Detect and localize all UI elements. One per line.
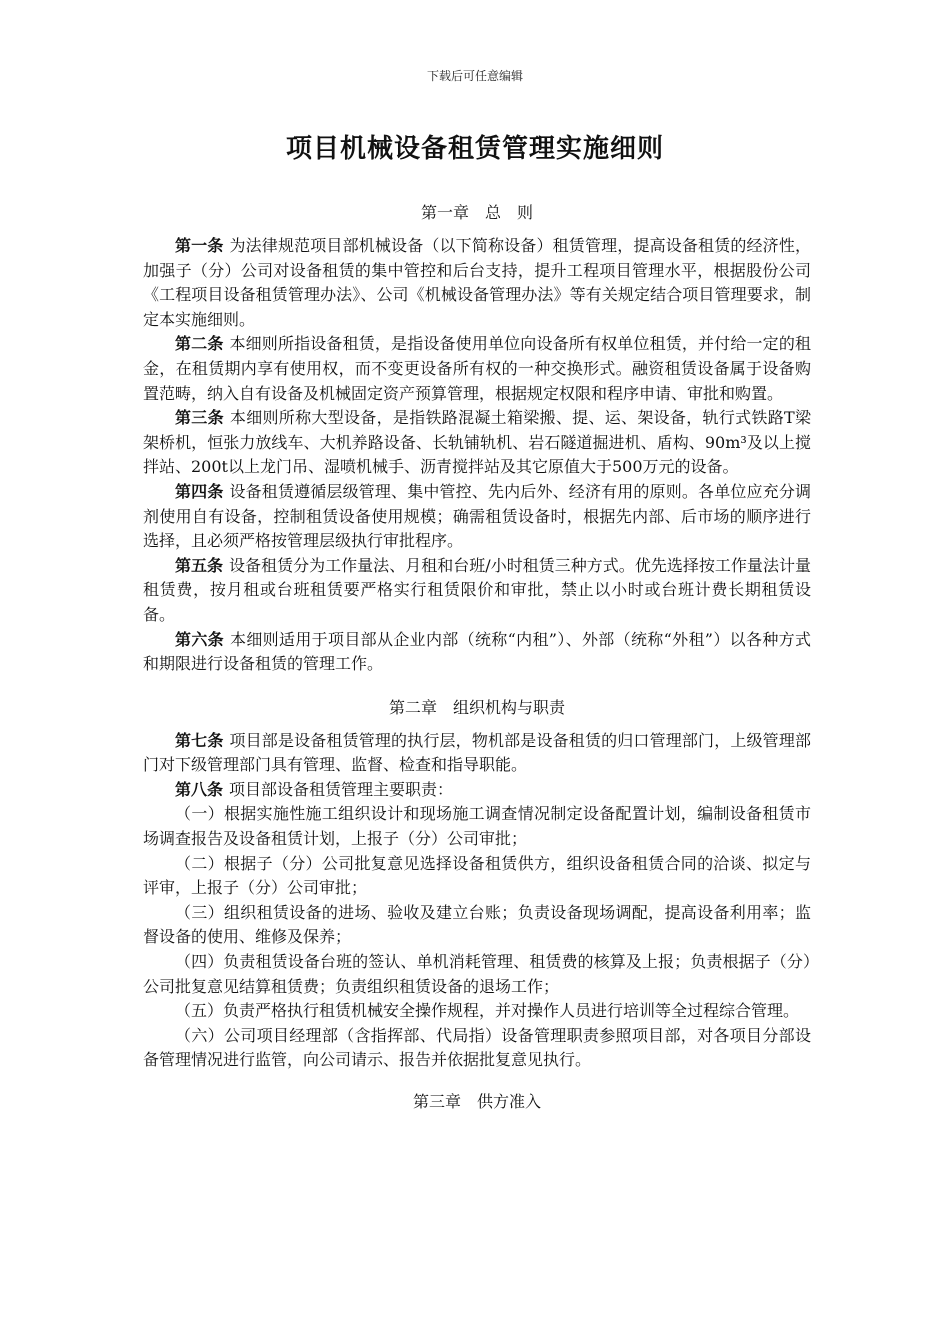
duty-item xyxy=(143,852,811,901)
article-paragraph xyxy=(143,332,811,406)
article-paragraph xyxy=(143,778,811,803)
duty-text: （五）负责严格执行租赁机械安全操作规程，并对操作人员进行培训等全过程综合管理。 xyxy=(175,1001,800,1021)
duty-text: （二）根据子（分）公司批复意见选择设备租赁供方，组织设备租赁合同的洽谈、拟定与评审，上报子（分）公司审批； xyxy=(143,853,811,898)
header-note: 下载后可任意编辑 xyxy=(426,69,523,83)
duty-text: （四）负责租赁设备台班的签认、单机消耗管理、租赁费的核算及上报；负责根据子（分）公司批复意见结算租赁费；负责组织租赁设备的退场工作； xyxy=(143,952,811,996)
article-paragraph xyxy=(143,554,811,628)
article-label: 第二条 xyxy=(175,334,224,354)
chapter-heading: 第一章 总 则 xyxy=(420,203,533,222)
duty-item xyxy=(143,999,811,1024)
chapter-heading: 第二章 组织机构与职责 xyxy=(388,697,565,717)
article-paragraph xyxy=(143,480,811,554)
duty-text: （三）组织租赁设备的进场、验收及建立台账；负责设备现场调配，提高设备利用率；监督设备的使用、维修及保养； xyxy=(143,902,811,947)
document-title: 项目机械设备租赁管理实施细则 xyxy=(285,134,664,164)
article-text: 项目部设备租赁管理主要职责： xyxy=(229,779,454,799)
article-label: 第八条 xyxy=(175,779,224,799)
article-text: 为法律规范项目部机械设备（以下简称设备）租赁管理，提高设备租赁的经济性，加强子（分）公司对设备租赁的集中管控和后台支持，提升工程项目管理水平，根据股份公司《工程项目设备租赁管理办法》、公司《机械设备管理办法》等有关规定结合项目管理要求，制定本实施细则。 xyxy=(143,236,811,329)
article-text: 设备租赁遵循层级管理、集中管控、先内后外、经济有用的原则。各单位应充分调剂使用自有设备，控制租赁设备使用规模；确需租赁设备时，根据先内部、后市场的顺序进行选择，且必须严格按管理层级执行审批程序。 xyxy=(143,481,811,551)
duty-text: （一）根据实施性施工组织设计和现场施工调查情况制定设备配置计划，编制设备租赁市场调查报告及设备租赁计划，上报子（分）公司审批； xyxy=(143,804,811,849)
duty-item xyxy=(143,950,811,999)
article-label: 第七条 xyxy=(175,730,224,750)
document-body xyxy=(143,200,811,1115)
article-text: 本细则适用于项目部从企业内部（统称“内租”）、外部（统称“外租”）以各种方式和期限进行设备租赁的管理工作。 xyxy=(143,629,811,674)
article-label: 第四条 xyxy=(175,481,224,501)
article-paragraph xyxy=(143,234,811,332)
article-label: 第六条 xyxy=(175,629,224,649)
article-text: 设备租赁分为工作量法、月租和台班/小时租赁三种方式。优先选择按工作量法计量租赁费，按月租或台班租赁要严格实行租赁限价和审批，禁止以小时或台班计费长期租赁设备。 xyxy=(143,555,811,624)
article-paragraph xyxy=(143,729,811,778)
article-label: 第一条 xyxy=(175,236,224,255)
article-label: 第五条 xyxy=(175,555,224,575)
article-text: 本细则所指设备租赁，是指设备使用单位向设备所有权单位租赁，并付给一定的租金，在租赁期内享有使用权，而不变更设备所有权的一种交换形式。融资租赁设备属于设备购置范畴，纳入自有设备及机械固定资产预算管理，根据规定权限和程序申请、审批和购置。 xyxy=(143,334,811,403)
duty-item xyxy=(143,1024,811,1073)
article-text: 本细则所称大型设备，是指铁路混凝土箱梁搬、提、运、架设备，轨行式铁路T梁架桥机，恒张力放线车、大机养路设备、长轨铺轨机、岩石隧道掘进机、盾构、90m³及以上搅拌站、200t以上龙门吊、湿喷机械手、沥青搅拌站及其它原值大于500万元的设备。 xyxy=(143,408,811,477)
article-label: 第三条 xyxy=(175,408,224,428)
duty-text: （六）公司项目经理部（含指挥部、代局指）设备管理职责参照项目部，对各项目分部设备管理情况进行监管，向公司请示、报告并依据批复意见执行。 xyxy=(143,1025,811,1070)
duty-item xyxy=(143,802,811,851)
article-paragraph xyxy=(143,628,811,677)
article-text: 项目部是设备租赁管理的执行层，物机部是设备租赁的归口管理部门，上级管理部门对下级管理部门具有管理、监督、检查和指导职能。 xyxy=(143,730,811,775)
chapter-heading: 第三章 供方准入 xyxy=(412,1092,541,1111)
article-paragraph xyxy=(143,406,811,480)
duty-item xyxy=(143,901,811,950)
